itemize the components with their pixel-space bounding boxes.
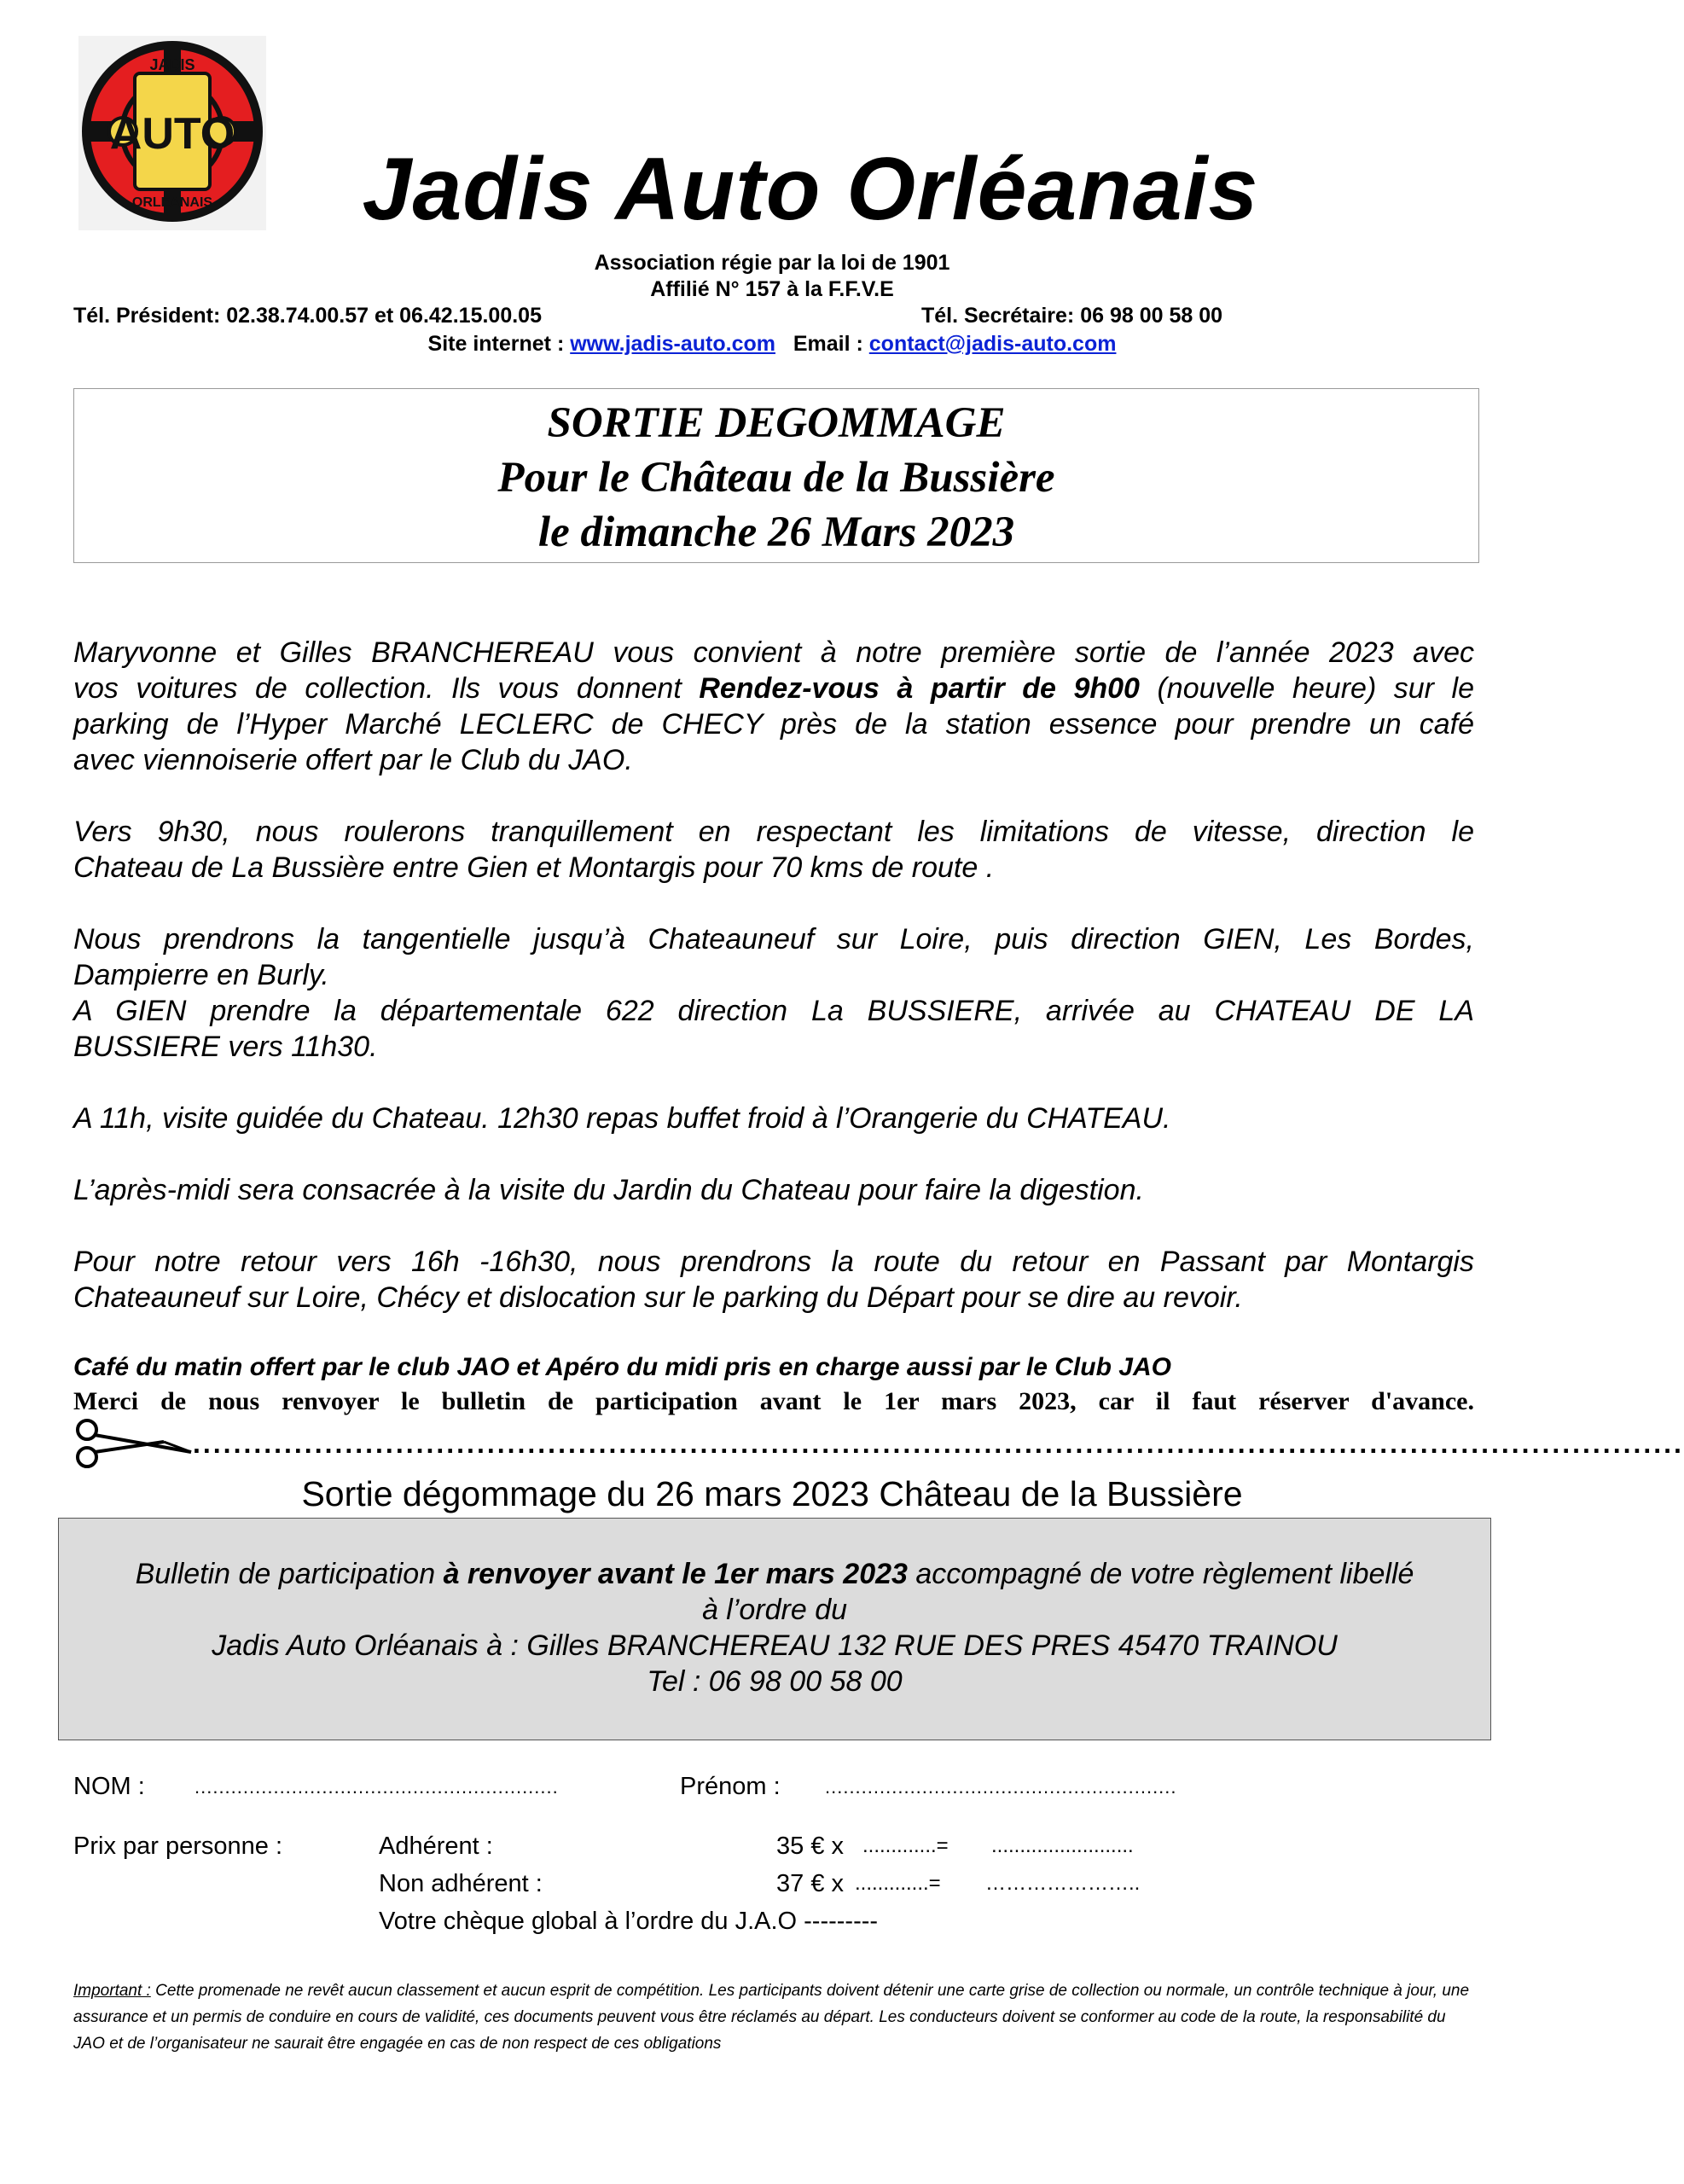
form-title: Sortie dégommage du 26 mars 2023 Château de la Bussière xyxy=(301,1474,1243,1513)
cut-line: ................................................................................................................................................... xyxy=(193,1428,1684,1459)
email-link[interactable]: contact@jadis-auto.com xyxy=(868,332,1117,356)
paragraph-rendezvous: Maryvonne et Gilles BRANCHEREAU vous convient à notre première sortie de l’année 2023 avec vos voitures de collection. Ils vous donnent Rendez-vous à partir de 9h00 (nouvelle heure) sur le parking de l’Hyper Marché LECLERC de CHECY près de la station essence pour prendre un café avec viennoiserie offert par le Club du JAO. xyxy=(73,636,1474,776)
non-adherent-quantity-field[interactable]: .............= xyxy=(855,1872,941,1895)
event-title-box xyxy=(73,388,1479,563)
cafe-note: Café du matin offert par le club JAO et Apéro du midi pris en charge aussi par le Club JAO xyxy=(73,1353,1171,1381)
mailing-address: Jadis Auto Orléanais à : Gilles BRANCHEREAU 132 RUE DES PRES 45470 TRAINOU xyxy=(212,1629,1338,1662)
logo-orleanais-text: ORLEANAIS xyxy=(131,195,213,210)
prenom-field[interactable]: .......................................................... xyxy=(825,1776,1177,1798)
club-logo xyxy=(78,36,266,230)
paragraph-visit: A 11h, visite guidée du Chateau. 12h30 repas buffet froid à l’Orangerie du CHATEAU. xyxy=(73,1102,1171,1135)
adherent-quantity-field[interactable]: .............= xyxy=(862,1834,949,1857)
prenom-label: Prénom : xyxy=(680,1773,781,1800)
non-adherent-total-field[interactable]: ………………….. xyxy=(985,1872,1141,1895)
important-note xyxy=(73,1978,1472,2057)
deadline: à renvoyer avant le 1er mars 2023 xyxy=(443,1558,908,1590)
adherent-price: 35 € x xyxy=(776,1833,844,1860)
club-name: Jadis Auto Orléanais xyxy=(362,140,1259,239)
logo-jadis-text: JADIS xyxy=(149,56,195,73)
important-label: Important : xyxy=(73,1982,151,2000)
event-date: le dimanche 26 Mars 2023 xyxy=(537,508,1015,556)
paragraph-departure: Vers 9h30, nous roulerons tranquillement en respectant les limitations de vitesse, direction le Chateau de La Bussière entre Gien et Montargis pour 70 kms de route . xyxy=(73,816,1474,884)
adherent-label: Adhérent : xyxy=(379,1833,493,1860)
logo-auto-text: AUTO xyxy=(109,109,235,159)
contact-line xyxy=(0,330,1544,357)
bulletin-phone: Tel : 06 98 00 58 00 xyxy=(647,1665,903,1698)
nom-field[interactable]: ............................................................ xyxy=(195,1776,559,1798)
paragraph-afternoon: L’après-midi sera consacrée à la visite du Jardin du Chateau pour faire la digestion. xyxy=(73,1174,1144,1206)
bulletin-box: Bulletin de participation à renvoyer avant le 1er mars 2023 accompagné de votre règlement libellé à l’ordre du Jadis Auto Orléanais à : Gilles BRANCHEREAU 132 RUE DES PRES 45470 TRAINOU Tel : 06 98 00 58 00 xyxy=(58,1518,1491,1740)
paragraph-return: Pour notre retour vers 16h -16h30, nous prendrons la route du retour en Passant par Montargis Chateauneuf sur Loire, Chécy et dislocation sur le parking du Départ pour se dire au revoir. xyxy=(73,1246,1474,1314)
important-text: Cette promenade ne revêt aucun classement et aucun esprit de compétition. Les participants doivent détenir une carte grise de collection ou normale, un contrôle technique à jour, une assurance et un permis de conduire en cours de validité, ces documents peuvent vous être réclamés au départ. Les conducteurs doivent se conformer au code de la route, la responsabilité du JAO et de l’organisateur ne saurait être engagée en cas de non respect de ces obligations xyxy=(73,1982,1470,2053)
adherent-total-field[interactable]: ......................... xyxy=(991,1834,1134,1857)
price-label: Prix par personne : xyxy=(73,1833,283,1860)
president-phone: Tél. Président: 02.38.74.00.57 et 06.42.15.00.05 xyxy=(73,304,542,328)
email-label: Email : xyxy=(793,332,869,356)
non-adherent-label: Non adhérent : xyxy=(379,1870,543,1897)
site-label: Site internet : xyxy=(427,332,571,356)
nom-label: NOM : xyxy=(73,1773,145,1800)
scissors-icon xyxy=(72,1418,193,1469)
cheque-line: Votre chèque global à l’ordre du J.A.O --------- xyxy=(379,1908,879,1935)
secretary-phone: Tél. Secrétaire: 06 98 00 58 00 xyxy=(921,304,1223,328)
non-adherent-price: 37 € x xyxy=(776,1870,844,1897)
event-destination: Pour le Château de la Bussière xyxy=(497,454,1055,502)
event-title: SORTIE DEGOMMAGE xyxy=(547,399,1006,447)
website-link[interactable]: www.jadis-auto.com xyxy=(570,332,775,356)
association-line: Association régie par la loi de 1901 xyxy=(594,251,950,275)
affiliation-line: Affilié N° 157 à la F.F.V.E xyxy=(650,277,894,301)
reminder-note: Merci de nous renvoyer le bulletin de participation avant le 1er mars 2023, car il faut réserver d'avance. xyxy=(73,1387,1474,1415)
rendezvous-time: Rendez-vous à partir de 9h00 xyxy=(699,672,1140,705)
paragraph-route: Nous prendrons la tangentielle jusqu’à Chateauneuf sur Loire, puis direction GIEN, Les Bordes, Dampierre en Burly. A GIEN prendre la départementale 622 direction La BUSSIERE, arrivée au CHATEAU DE LA BUSSIERE vers 11h30. xyxy=(73,923,1474,1063)
